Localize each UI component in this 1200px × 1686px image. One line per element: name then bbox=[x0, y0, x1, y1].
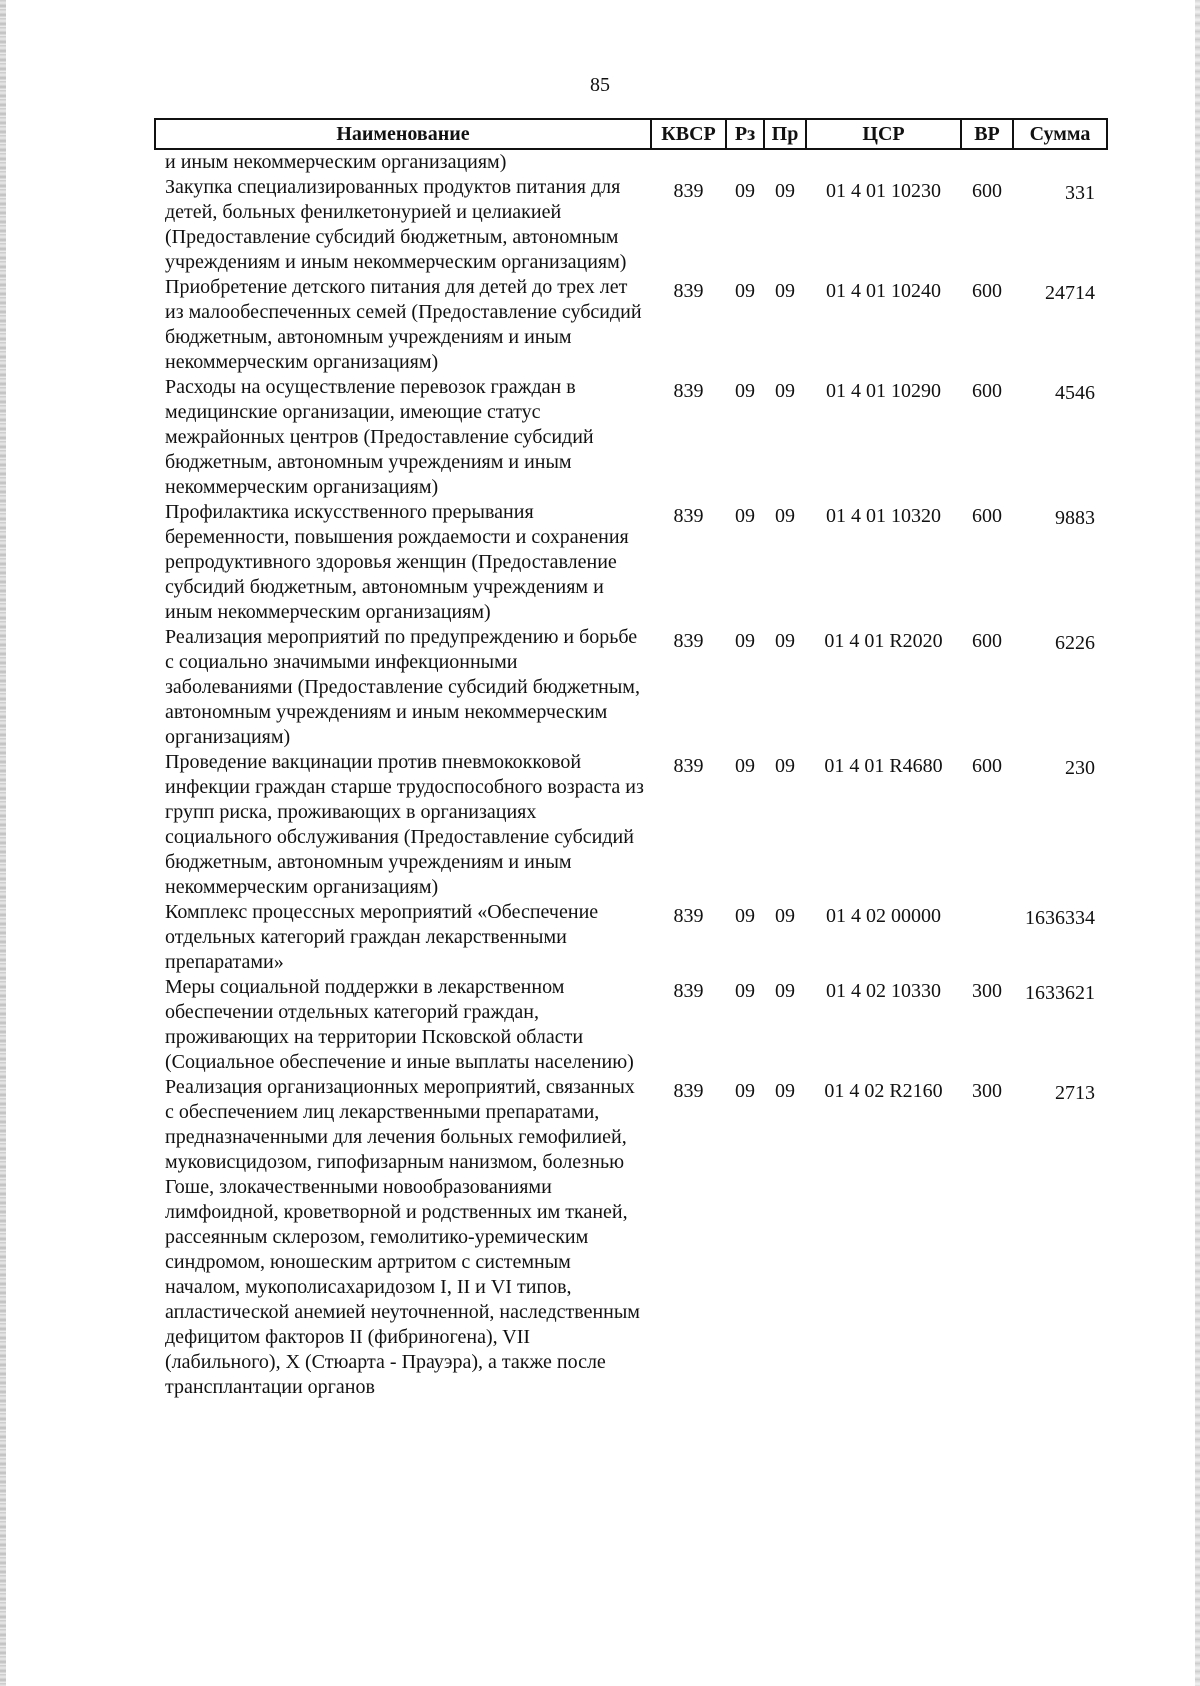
cell-name: Комплекс процессных мероприятий «Обеспечение отдельных категорий граждан лекарственными препаратами» bbox=[165, 901, 599, 973]
cell-vr: 300 bbox=[972, 980, 1002, 1002]
cell-csr: 01 4 01 10230 bbox=[826, 180, 941, 202]
cell-rz: 09 bbox=[735, 755, 755, 777]
cell-pr: 09 bbox=[775, 1080, 795, 1102]
cell-vr: 600 bbox=[972, 380, 1002, 402]
cell-vr: 600 bbox=[972, 180, 1002, 202]
cell-name: Меры социальной поддержки в лекарственном обеспечении отдельных категорий граждан, проживающих на территории Псковской области (Социальное обеспечение и иные выплаты населению) bbox=[165, 976, 634, 1073]
cell-name: Реализация мероприятий по предупреждению и борьбе с социально значимыми инфекционными заболеваниями (Предоставление субсидий бюджетным, автономным учреждениям и иным некоммерческим организациям) bbox=[165, 626, 640, 748]
cell-vr bbox=[961, 149, 1013, 175]
cell-pr: 09 bbox=[775, 905, 795, 927]
scan-edge-left bbox=[0, 0, 6, 1686]
cell-vr bbox=[961, 900, 1013, 975]
cell-csr bbox=[806, 149, 961, 175]
cell-sum bbox=[1013, 149, 1107, 175]
cell-kvsr: 839 bbox=[673, 905, 704, 927]
cell-kvsr: 839 bbox=[673, 505, 704, 527]
cell-csr: 01 4 01 R4680 bbox=[824, 755, 943, 777]
cell-pr: 09 bbox=[775, 280, 795, 302]
cell-kvsr: 839 bbox=[673, 630, 704, 652]
cell-rz: 09 bbox=[735, 630, 755, 652]
cell-name: Расходы на осуществление перевозок граждан в медицинские организации, имеющие статус межрайонных центров (Предоставление субсидий бюджетным, автономным учреждениям и иным некоммерческим организациям) bbox=[165, 376, 594, 498]
table-row bbox=[155, 900, 1107, 975]
cell-sum: 230 bbox=[1065, 757, 1095, 779]
header-vr: ВР bbox=[961, 119, 1013, 149]
cell-pr: 09 bbox=[775, 755, 795, 777]
cell-vr: 300 bbox=[972, 1080, 1002, 1102]
cell-kvsr: 839 bbox=[673, 180, 704, 202]
cell-csr: 01 4 01 10240 bbox=[826, 280, 941, 302]
budget-table bbox=[154, 118, 1108, 1400]
cell-csr: 01 4 01 10320 bbox=[826, 505, 941, 527]
cell-sum: 9883 bbox=[1055, 507, 1095, 529]
table-row bbox=[155, 175, 1107, 275]
header-kvsr: КВСР bbox=[651, 119, 726, 149]
table-row bbox=[155, 625, 1107, 750]
cell-rz: 09 bbox=[735, 505, 755, 527]
cell-pr: 09 bbox=[775, 180, 795, 202]
cell-csr: 01 4 02 10330 bbox=[826, 980, 941, 1002]
scan-edge-right bbox=[1195, 0, 1200, 1686]
cell-kvsr bbox=[651, 149, 726, 175]
table-row bbox=[155, 500, 1107, 625]
table-body bbox=[155, 149, 1107, 1400]
cell-csr: 01 4 01 10290 bbox=[826, 380, 941, 402]
cell-csr: 01 4 02 R2160 bbox=[824, 1080, 943, 1102]
table-row bbox=[155, 275, 1107, 375]
cell-kvsr: 839 bbox=[673, 380, 704, 402]
cell-vr: 600 bbox=[972, 630, 1002, 652]
cell-kvsr: 839 bbox=[673, 755, 704, 777]
cell-kvsr: 839 bbox=[673, 980, 704, 1002]
cell-sum: 2713 bbox=[1055, 1082, 1095, 1104]
cell-sum: 4546 bbox=[1055, 382, 1095, 404]
page-number: 85 bbox=[590, 74, 610, 96]
cell-rz: 09 bbox=[735, 180, 755, 202]
cell-sum: 1636334 bbox=[1025, 907, 1095, 929]
table-row bbox=[155, 975, 1107, 1075]
cell-vr: 600 bbox=[972, 505, 1002, 527]
cell-name: Приобретение детского питания для детей до трех лет из малообеспеченных семей (Предоставление субсидий бюджетным, автономным учреждениям и иным некоммерческим организациям) bbox=[165, 276, 642, 373]
header-csr: ЦСР bbox=[806, 119, 961, 149]
cell-csr: 01 4 02 00000 bbox=[826, 905, 941, 927]
cell-rz: 09 bbox=[735, 380, 755, 402]
cell-rz: 09 bbox=[735, 1080, 755, 1102]
table-row bbox=[155, 149, 1107, 175]
cell-sum: 6226 bbox=[1055, 632, 1095, 654]
cell-vr: 600 bbox=[972, 280, 1002, 302]
cell-name: Профилактика искусственного прерывания беременности, повышения рождаемости и сохранения репродуктивного здоровья женщин (Предоставление субсидий бюджетным, автономным учреждениям и иным некоммерческим организациям) bbox=[165, 501, 629, 623]
cell-sum: 1633621 bbox=[1025, 982, 1095, 1004]
cell-rz: 09 bbox=[735, 280, 755, 302]
cell-pr: 09 bbox=[775, 380, 795, 402]
table-row bbox=[155, 375, 1107, 500]
cell-name: и иным некоммерческим организациям) bbox=[165, 151, 507, 173]
cell-pr: 09 bbox=[775, 980, 795, 1002]
cell-rz: 09 bbox=[735, 980, 755, 1002]
cell-name: Проведение вакцинации против пневмококковой инфекции граждан старше трудоспособного возраста из групп риска, проживающих в организациях социального обслуживания (Предоставление субсидий бюджетным, автономным учреждениям и иным некоммерческим организациям) bbox=[165, 751, 644, 898]
cell-vr: 600 bbox=[972, 755, 1002, 777]
cell-kvsr: 839 bbox=[673, 280, 704, 302]
header-sum: Сумма bbox=[1013, 119, 1107, 149]
cell-rz bbox=[726, 149, 764, 175]
cell-name: Реализация организационных мероприятий, связанных с обеспечением лиц лекарственными препаратами, предназначенными для лечения больных гемофилией, муковисцидозом, гипофизарным нанизмом, болезнью Гоше, злокачественными новообразованиями лимфоидной, кроветворной и родственных им тканей, рассеянным склерозом, гемолитико-уремическим синдромом, юношеским артритом с системным началом, мукополисахаридозом I, II и VI типов, апластической анемией неуточненной, наследственным дефицитом факторов II (фибриногена), VII (лабильного), X (Стюарта - Прауэра), а также после трансплантации органов bbox=[165, 1076, 640, 1398]
header-pr: Пр bbox=[764, 119, 806, 149]
cell-pr bbox=[764, 149, 806, 175]
cell-kvsr: 839 bbox=[673, 1080, 704, 1102]
cell-name: Закупка специализированных продуктов питания для детей, больных фенилкетонурией и целиакией (Предоставление субсидий бюджетным, автономным учреждениям и иным некоммерческим организациям) bbox=[165, 176, 627, 273]
cell-sum: 24714 bbox=[1045, 282, 1095, 304]
cell-sum: 331 bbox=[1065, 182, 1095, 204]
table-row bbox=[155, 750, 1107, 900]
cell-pr: 09 bbox=[775, 630, 795, 652]
table-row bbox=[155, 1075, 1107, 1400]
header-name: Наименование bbox=[155, 119, 651, 149]
cell-rz: 09 bbox=[735, 905, 755, 927]
cell-csr: 01 4 01 R2020 bbox=[824, 630, 943, 652]
cell-pr: 09 bbox=[775, 505, 795, 527]
header-rz: Рз bbox=[726, 119, 764, 149]
table-header bbox=[155, 119, 1107, 149]
